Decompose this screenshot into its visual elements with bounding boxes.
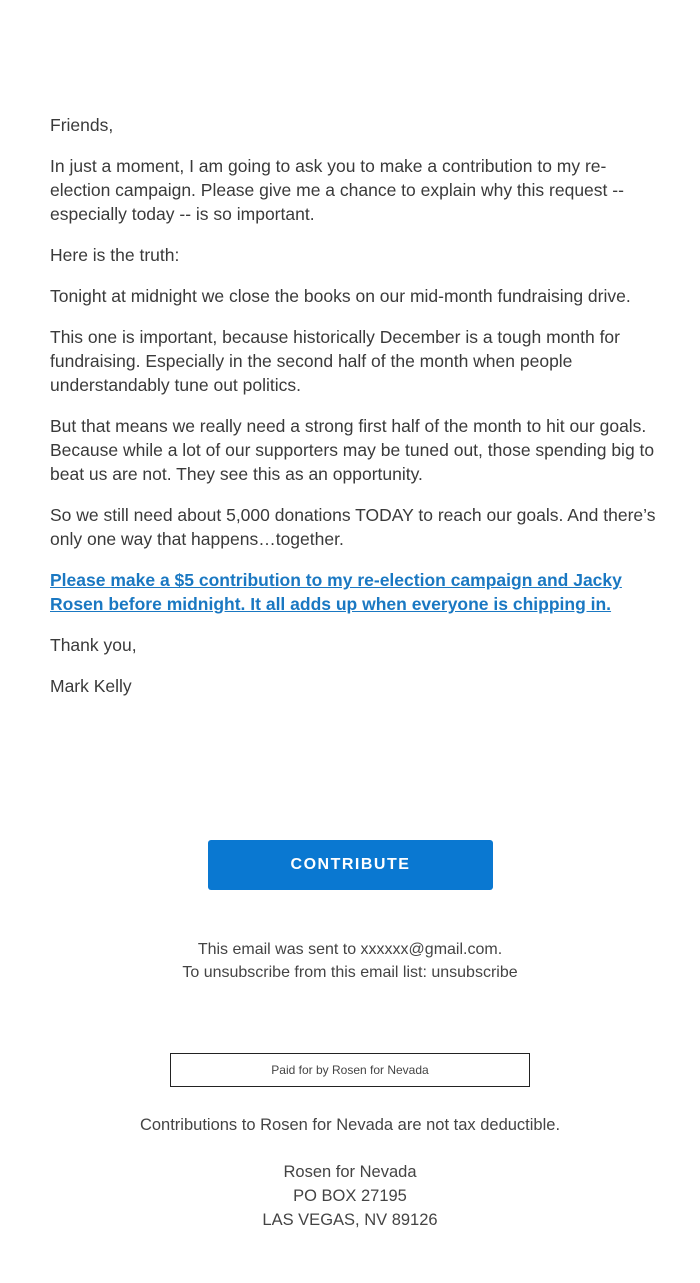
paragraph-donations: So we still need about 5,000 donations TODAY to reach our goals. And there’s only one way that happens…together. bbox=[50, 505, 656, 549]
sent-to-text: This email was sent to xxxxxx@gmail.com. bbox=[197, 941, 503, 958]
unsubscribe-line bbox=[0, 961, 700, 984]
mailing-address bbox=[0, 1160, 700, 1232]
paragraph-december: This one is important, because historically December is a tough month for fundraising. Especially in the second half of the month when people understandably tune out politics. bbox=[50, 327, 620, 395]
paragraph-intro: In just a moment, I am going to ask you to make a contribution to my re-election campaign. Please give me a chance to explain why this request -- especially today -- is so important. bbox=[50, 156, 624, 224]
footer-sent-info bbox=[0, 938, 700, 984]
email-body bbox=[50, 113, 660, 715]
address-city: LAS VEGAS, NV 89126 bbox=[262, 1211, 438, 1229]
cta-paragraph bbox=[50, 568, 660, 616]
greeting: Friends, bbox=[50, 115, 114, 135]
contribution-link[interactable]: Please make a $5 contribution to my re-election campaign and Jacky Rosen before midnight. It all adds up when everyone is chipping in. bbox=[50, 570, 622, 614]
contribute-button[interactable]: CONTRIBUTE bbox=[208, 840, 493, 890]
tax-note: Contributions to Rosen for Nevada are not tax deductible. bbox=[139, 1116, 561, 1134]
contribute-button-wrap bbox=[208, 840, 493, 890]
unsubscribe-prefix: To unsubscribe from this email list: bbox=[182, 964, 427, 981]
address-po-box: PO BOX 27195 bbox=[293, 1187, 407, 1205]
paragraph-truth: Here is the truth: bbox=[50, 245, 180, 265]
paragraph-midnight: Tonight at midnight we close the books on our mid-month fundraising drive. bbox=[50, 286, 631, 306]
paid-for-disclaimer: Paid for by Rosen for Nevada bbox=[170, 1053, 530, 1087]
paragraph-first-half: But that means we really need a strong first half of the month to hit our goals. Because while a lot of our supporters may be tuned out, those spending big to beat us are not. They see this as an opportunity. bbox=[50, 416, 655, 484]
address-name: Rosen for Nevada bbox=[283, 1163, 417, 1181]
unsubscribe-link[interactable]: unsubscribe bbox=[431, 964, 518, 981]
closing: Thank you, bbox=[50, 635, 137, 655]
signature: Mark Kelly bbox=[50, 676, 132, 696]
